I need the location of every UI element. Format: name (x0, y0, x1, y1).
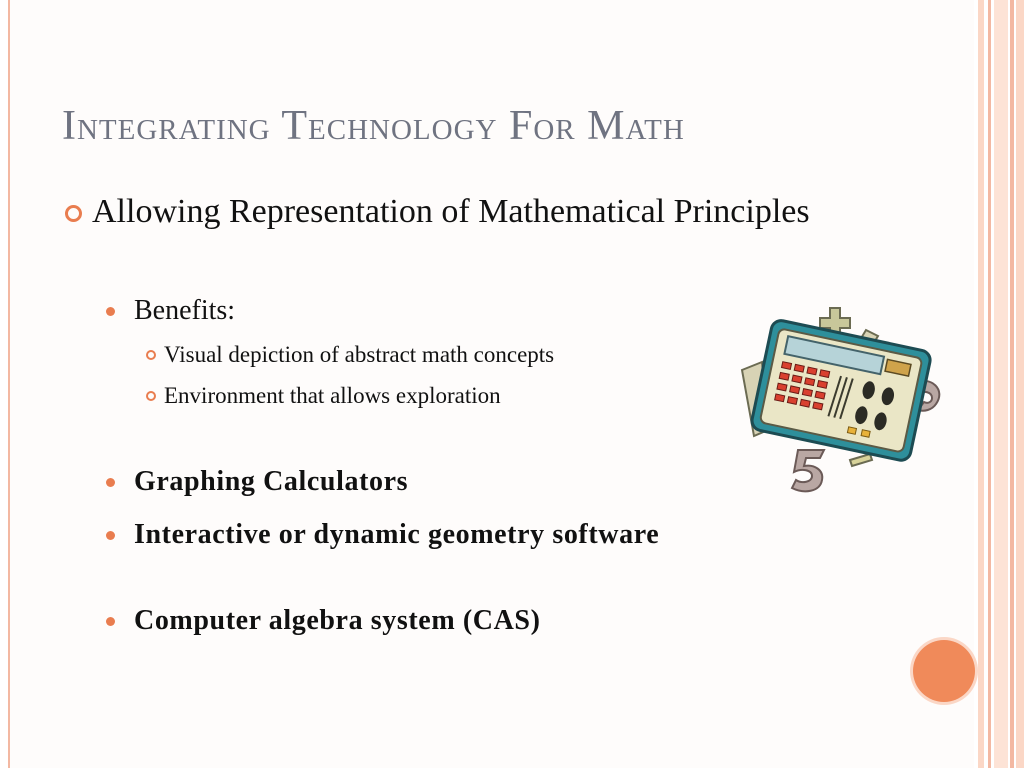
decorative-stripe (994, 0, 1008, 768)
tool-bullet-text: Interactive or dynamic geometry software (134, 519, 660, 550)
benefit-item-text: Environment that allows exploration (164, 383, 501, 408)
main-bullet (70, 190, 890, 234)
decorative-orange-circle (913, 640, 975, 702)
tool-bullet (106, 514, 746, 556)
ring-bullet-icon (65, 205, 82, 222)
benefit-item (146, 341, 554, 369)
decorative-stripe (1016, 0, 1024, 768)
dot-bullet-icon (106, 478, 115, 487)
benefit-item-text: Visual depiction of abstract math concepts (164, 342, 555, 367)
decorative-stripe (988, 0, 991, 768)
benefit-item (146, 382, 501, 410)
ring-bullet-icon (146, 391, 156, 401)
ring-bullet-icon (146, 350, 156, 360)
dot-bullet-icon (106, 531, 115, 540)
decorative-stripe (1010, 0, 1014, 768)
slide-title: Integrating Technology For Math (62, 103, 685, 149)
benefits-bullet (106, 294, 235, 328)
decorative-stripe (978, 0, 984, 768)
benefits-label: Benefits: (134, 295, 236, 326)
tool-bullet-text: Computer algebra system (CAS) (134, 605, 541, 636)
main-bullet-text: Allowing Representation of Mathematical Principles (92, 193, 810, 230)
dot-bullet-icon (106, 307, 115, 316)
tool-bullet-text: Graphing Calculators (134, 466, 409, 497)
calculator-clipart-icon (728, 300, 958, 500)
dot-bullet-icon (106, 617, 115, 626)
tool-bullet (106, 465, 746, 499)
tool-bullet (106, 604, 746, 638)
